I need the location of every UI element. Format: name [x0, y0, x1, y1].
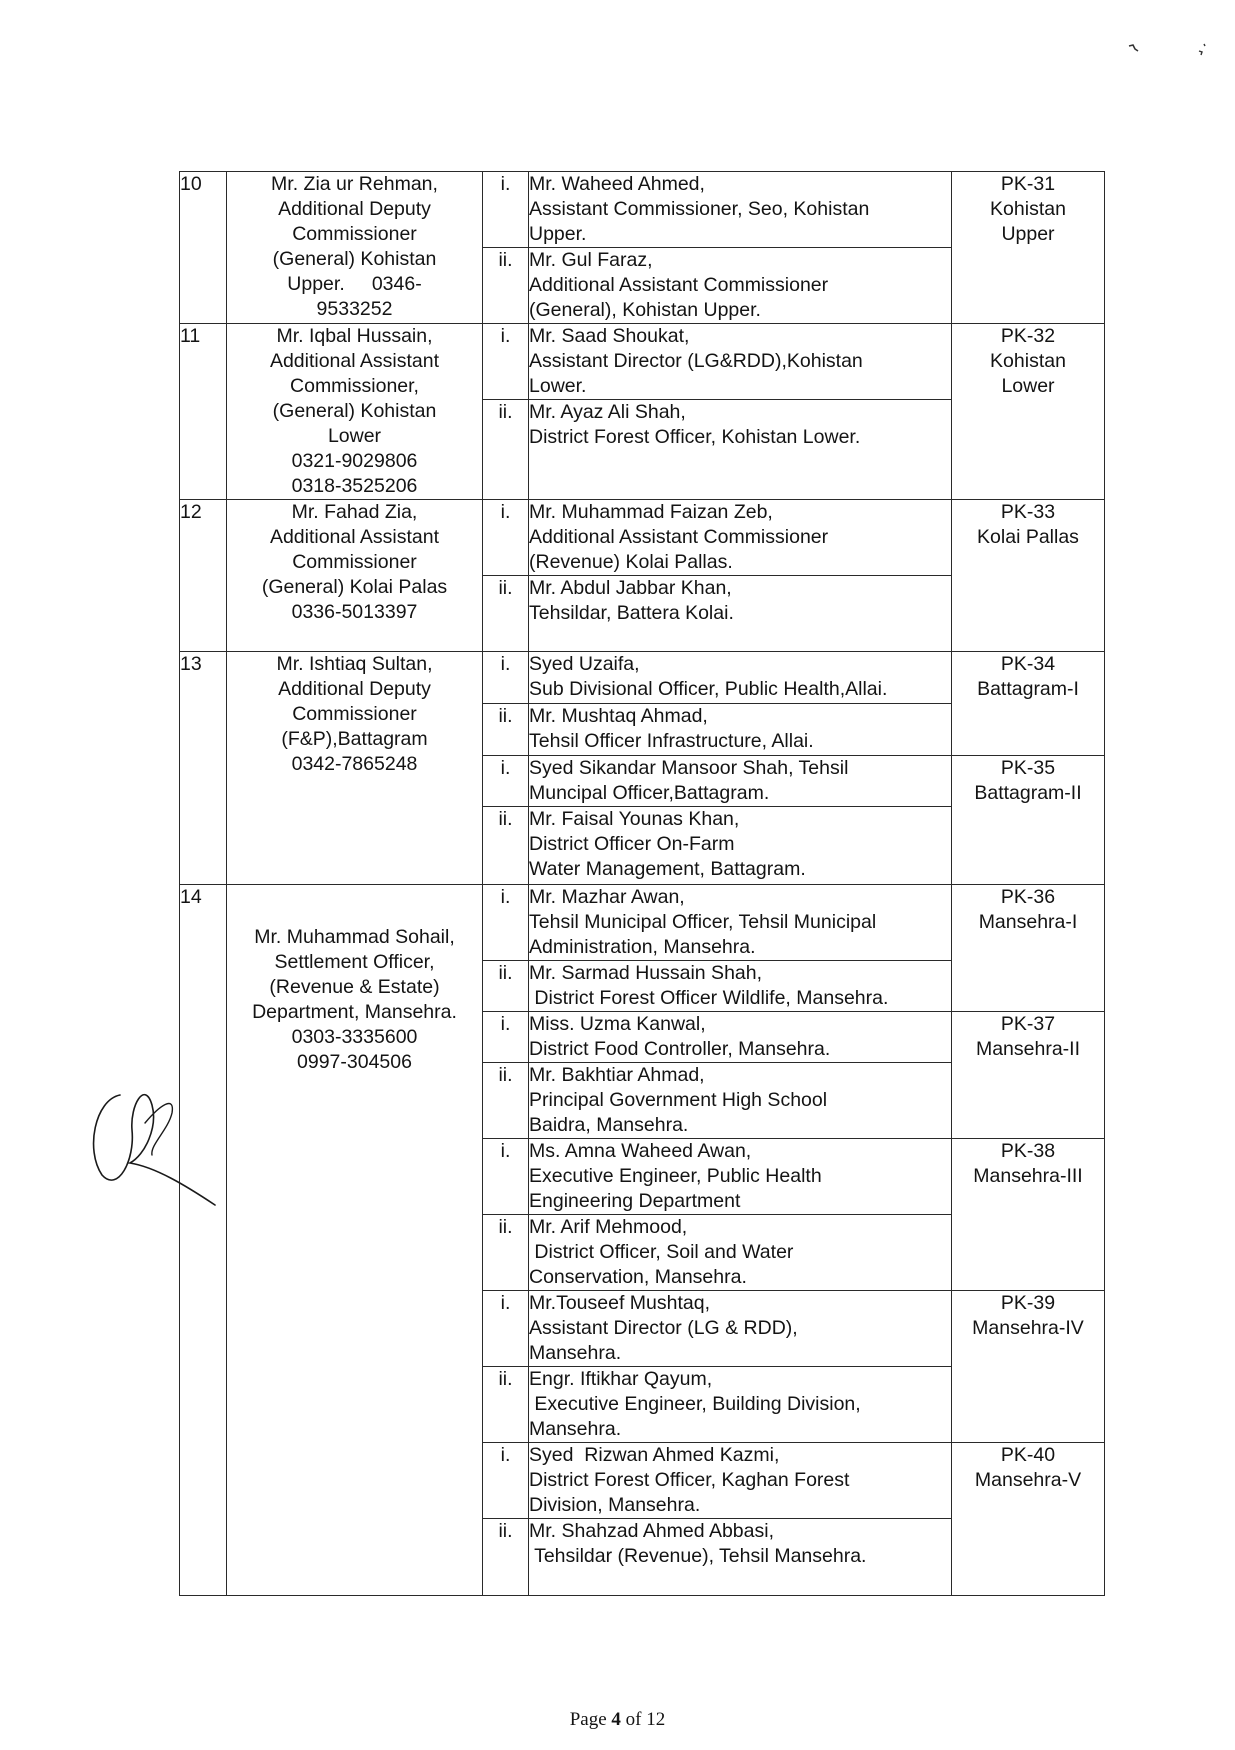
entry-detail: Mr. Gul Faraz, Additional Assistant Commissioner (General), Kohistan Upper.	[529, 248, 952, 324]
entry-detail: Mr. Ayaz Ali Shah, District Forest Officer, Kohistan Lower.	[529, 400, 952, 500]
supervising-officer: Mr. Fahad Zia, Additional Assistant Commissioner (General) Kolai Palas 0336-5013397	[227, 500, 483, 652]
constituency: PK-39 Mansehra-IV	[952, 1291, 1105, 1443]
entry-index: i.	[483, 500, 529, 576]
constituency: PK-33 Kolai Pallas	[952, 500, 1105, 652]
entry-index: i.	[483, 324, 529, 400]
scan-speck-icon	[1128, 43, 1140, 55]
entry-detail: Ms. Amna Waheed Awan, Executive Engineer, Public Health Engineering Department	[529, 1139, 952, 1215]
entry-detail: Syed Uzaifa, Sub Divisional Officer, Public Health,Allai.	[529, 652, 952, 704]
constituency: PK-37 Mansehra-II	[952, 1012, 1105, 1139]
entry-index: i.	[483, 756, 529, 807]
entry-detail: Mr. Waheed Ahmed, Assistant Commissioner, Seo, Kohistan Upper.	[529, 172, 952, 248]
entry-index: i.	[483, 652, 529, 704]
assignment-table	[179, 171, 1105, 1596]
table-row	[180, 652, 1105, 704]
table-row	[180, 172, 1105, 248]
constituency: PK-35 Battagram-II	[952, 756, 1105, 885]
entry-index: i.	[483, 1291, 529, 1367]
entry-detail: Mr. Faisal Younas Khan, District Officer On-Farm Water Management, Battagram.	[529, 807, 952, 885]
footer-current-page: 4	[611, 1709, 621, 1730]
entry-detail: Mr. Muhammad Faizan Zeb, Additional Assistant Commissioner (Revenue) Kolai Pallas.	[529, 500, 952, 576]
table-row	[180, 885, 1105, 961]
footer-prefix: Page	[569, 1709, 612, 1730]
constituency: PK-36 Mansehra-I	[952, 885, 1105, 1012]
entry-detail: Syed Rizwan Ahmed Kazmi, District Forest Officer, Kaghan Forest Division, Mansehra.	[529, 1443, 952, 1519]
scan-speck-icon	[1196, 42, 1208, 58]
entry-index: i.	[483, 1139, 529, 1215]
entry-index: ii.	[483, 576, 529, 652]
entry-index: ii.	[483, 1367, 529, 1443]
entry-detail: Mr. Shahzad Ahmed Abbasi, Tehsildar (Revenue), Tehsil Mansehra.	[529, 1519, 952, 1596]
supervising-officer: Mr. Ishtiaq Sultan, Additional Deputy Commissioner (F&P),Battagram 0342-7865248	[227, 652, 483, 885]
footer-suffix: of 12	[620, 1709, 666, 1730]
supervising-officer: Mr. Iqbal Hussain, Additional Assistant Commissioner, (General) Kohistan Lower 0321-9029806 0318-3525206	[227, 324, 483, 500]
serial-number: 11	[180, 324, 227, 500]
entry-detail: Mr. Sarmad Hussain Shah, District Forest Officer Wildlife, Mansehra.	[529, 961, 952, 1012]
entry-detail: Syed Sikandar Mansoor Shah, Tehsil Muncipal Officer,Battagram.	[529, 756, 952, 807]
entry-index: i.	[483, 1012, 529, 1063]
table-row	[180, 500, 1105, 576]
serial-number: 10	[180, 172, 227, 324]
entry-detail: Mr.Touseef Mushtaq, Assistant Director (LG & RDD), Mansehra.	[529, 1291, 952, 1367]
entry-index: i.	[483, 1443, 529, 1519]
entry-index: ii.	[483, 807, 529, 885]
entry-detail: Mr. Mazhar Awan, Tehsil Municipal Officer, Tehsil Municipal Administration, Mansehra.	[529, 885, 952, 961]
page-number-footer	[0, 1709, 1235, 1731]
entry-index: ii.	[483, 1519, 529, 1596]
constituency: PK-40 Mansehra-V	[952, 1443, 1105, 1596]
entry-index: i.	[483, 172, 529, 248]
table-row	[180, 324, 1105, 400]
entry-detail: Engr. Iftikhar Qayum, Executive Engineer, Building Division, Mansehra.	[529, 1367, 952, 1443]
entry-index: ii.	[483, 961, 529, 1012]
entry-detail: Mr. Mushtaq Ahmad, Tehsil Officer Infrastructure, Allai.	[529, 704, 952, 756]
signature-mark	[90, 1075, 290, 1215]
entry-index: ii.	[483, 400, 529, 500]
constituency: PK-38 Mansehra-III	[952, 1139, 1105, 1291]
supervising-officer: Mr. Muhammad Sohail, Settlement Officer, (Revenue & Estate) Department, Mansehra. 0303-3335600 0997-304506	[227, 885, 483, 1596]
entry-detail: Mr. Arif Mehmood, District Officer, Soil and Water Conservation, Mansehra.	[529, 1215, 952, 1291]
constituency: PK-31 Kohistan Upper	[952, 172, 1105, 324]
serial-number: 12	[180, 500, 227, 652]
constituency: PK-32 Kohistan Lower	[952, 324, 1105, 500]
entry-index: ii.	[483, 248, 529, 324]
entry-detail: Mr. Saad Shoukat, Assistant Director (LG&RDD),Kohistan Lower.	[529, 324, 952, 400]
entry-index: ii.	[483, 1215, 529, 1291]
serial-number: 13	[180, 652, 227, 885]
entry-detail: Mr. Bakhtiar Ahmad, Principal Government High School Baidra, Mansehra.	[529, 1063, 952, 1139]
constituency: PK-34 Battagram-I	[952, 652, 1105, 756]
entry-index: ii.	[483, 1063, 529, 1139]
entry-index: i.	[483, 885, 529, 961]
entry-index: ii.	[483, 704, 529, 756]
entry-detail: Mr. Abdul Jabbar Khan, Tehsildar, Battera Kolai.	[529, 576, 952, 652]
supervising-officer: Mr. Zia ur Rehman, Additional Deputy Commissioner (General) Kohistan Upper. 0346- 9533252	[227, 172, 483, 324]
serial-number: 14	[180, 885, 227, 1596]
entry-detail: Miss. Uzma Kanwal, District Food Controller, Mansehra.	[529, 1012, 952, 1063]
